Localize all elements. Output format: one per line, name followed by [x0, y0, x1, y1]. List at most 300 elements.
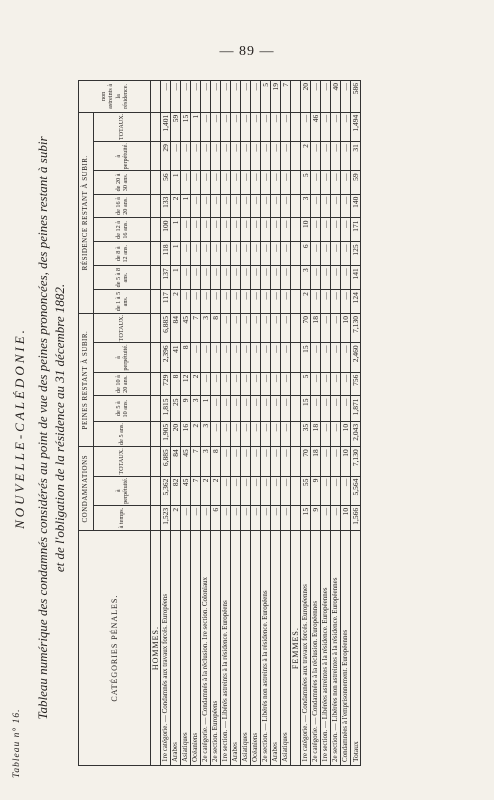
value-cell: —: [281, 142, 291, 171]
value-cell: 2,043: [351, 421, 361, 446]
empty-cell: [151, 476, 161, 505]
value-cell: —: [281, 266, 291, 290]
value-cell: —: [271, 171, 281, 194]
value-cell: —: [271, 142, 281, 171]
row-label: Asiatiques: [241, 531, 251, 766]
value-cell: 6,885: [161, 313, 171, 342]
value-cell: —: [341, 343, 351, 372]
value-cell: 70: [301, 447, 311, 476]
region-title: NOUVELLE-CALÉDONIE.: [12, 327, 27, 529]
value-cell: —: [231, 266, 241, 290]
value-cell: —: [231, 447, 241, 476]
col-header: à temps.: [94, 505, 151, 530]
row-label: Asiatiques: [181, 531, 191, 766]
value-cell: —: [211, 142, 221, 171]
value-cell: 3: [301, 266, 311, 290]
table-row: [191, 81, 201, 766]
value-cell: 1: [191, 112, 201, 141]
value-cell: —: [281, 476, 291, 505]
empty-cell: [151, 242, 161, 266]
value-cell: 1: [201, 396, 211, 421]
col-header: de 5 à 10 ans.: [94, 396, 151, 421]
empty-cell: [291, 112, 301, 141]
value-cell: —: [341, 372, 351, 396]
value-cell: 1: [181, 194, 191, 218]
value-cell: 15: [301, 505, 311, 530]
value-cell: —: [321, 242, 331, 266]
empty-cell: [151, 112, 161, 141]
table-row: [341, 81, 351, 766]
value-cell: —: [241, 372, 251, 396]
value-cell: 18: [311, 447, 321, 476]
col-header: à perpétuité.: [94, 343, 151, 372]
value-cell: —: [191, 81, 201, 113]
value-cell: —: [341, 112, 351, 141]
table-row: [161, 81, 171, 766]
empty-cell: [291, 194, 301, 218]
empty-cell: [151, 372, 161, 396]
value-cell: —: [241, 142, 251, 171]
value-cell: —: [281, 242, 291, 266]
row-label: 2e section. Européens: [211, 531, 221, 766]
empty-cell: [291, 396, 301, 421]
empty-cell: [291, 343, 301, 372]
value-cell: 6: [301, 242, 311, 266]
value-cell: —: [331, 476, 341, 505]
value-cell: —: [241, 194, 251, 218]
value-cell: 1,523: [161, 505, 171, 530]
value-cell: —: [331, 421, 341, 446]
value-cell: —: [201, 81, 211, 113]
row-label: 2e catégorie. — Condamnées à la réclusion. Européennes: [311, 531, 321, 766]
value-cell: —: [221, 194, 231, 218]
empty-cell: [291, 476, 301, 505]
empty-cell: [291, 81, 301, 113]
value-cell: —: [191, 343, 201, 372]
value-cell: —: [261, 343, 271, 372]
value-cell: 1,815: [161, 396, 171, 421]
col-header: à perpétuité.: [94, 142, 151, 171]
value-cell: —: [221, 171, 231, 194]
value-cell: —: [251, 421, 261, 446]
value-cell: —: [201, 266, 211, 290]
value-cell: —: [251, 171, 261, 194]
value-cell: —: [241, 505, 251, 530]
value-cell: 1,871: [351, 396, 361, 421]
value-cell: —: [321, 505, 331, 530]
table-row: [281, 81, 291, 766]
col-header: de 8 à 12 ans.: [94, 242, 151, 266]
col-header: TOTAUX.: [94, 112, 151, 141]
value-cell: 1: [171, 266, 181, 290]
value-cell: —: [251, 372, 261, 396]
value-cell: —: [271, 447, 281, 476]
value-cell: —: [331, 266, 341, 290]
value-cell: —: [221, 396, 231, 421]
value-cell: —: [241, 313, 251, 342]
value-cell: —: [311, 290, 321, 314]
value-cell: 10: [341, 447, 351, 476]
row-label: 1re section. — Libérés astreints à la résidence. Européens: [221, 531, 231, 766]
empty-cell: [151, 421, 161, 446]
value-cell: —: [341, 81, 351, 113]
value-cell: —: [181, 266, 191, 290]
value-cell: —: [181, 142, 191, 171]
value-cell: —: [281, 372, 291, 396]
value-cell: 84: [171, 447, 181, 476]
value-cell: 1,905: [161, 421, 171, 446]
value-cell: —: [331, 396, 341, 421]
value-cell: —: [221, 81, 231, 113]
value-cell: —: [201, 372, 211, 396]
value-cell: 2: [191, 421, 201, 446]
value-cell: 1,494: [351, 112, 361, 141]
value-cell: —: [331, 171, 341, 194]
empty-cell: [291, 218, 301, 242]
value-cell: —: [181, 218, 191, 242]
value-cell: 141: [351, 266, 361, 290]
value-cell: 1,566: [351, 505, 361, 530]
value-cell: —: [191, 171, 201, 194]
value-cell: —: [261, 372, 271, 396]
row-label: Arabes: [271, 531, 281, 766]
value-cell: —: [201, 112, 211, 141]
empty-cell: [151, 505, 161, 530]
value-cell: 586: [351, 81, 361, 113]
value-cell: —: [311, 242, 321, 266]
value-cell: —: [201, 194, 211, 218]
row-label: Océaniens: [251, 531, 261, 766]
value-cell: —: [251, 112, 261, 141]
value-cell: 5,564: [351, 476, 361, 505]
value-cell: —: [271, 343, 281, 372]
value-cell: —: [281, 343, 291, 372]
value-cell: 3: [191, 396, 201, 421]
value-cell: —: [261, 194, 271, 218]
value-cell: —: [341, 171, 351, 194]
value-cell: —: [271, 476, 281, 505]
value-cell: 3: [201, 447, 211, 476]
totals-row: [351, 81, 361, 766]
value-cell: 6,885: [161, 447, 171, 476]
value-cell: —: [221, 447, 231, 476]
value-cell: 20: [171, 421, 181, 446]
value-cell: —: [341, 218, 351, 242]
table-row: [321, 81, 331, 766]
col-header: de 16 à 20 ans.: [94, 194, 151, 218]
value-cell: 2: [301, 142, 311, 171]
value-cell: 1,401: [161, 112, 171, 141]
value-cell: —: [321, 396, 331, 421]
value-cell: 5,362: [161, 476, 171, 505]
value-cell: —: [221, 112, 231, 141]
value-cell: —: [181, 290, 191, 314]
value-cell: —: [221, 142, 231, 171]
value-cell: —: [231, 343, 241, 372]
empty-cell: [151, 218, 161, 242]
value-cell: —: [251, 396, 261, 421]
value-cell: 56: [161, 171, 171, 194]
subtitle-line-2: et de l'obligation de la résidence au 31 décembre 1882.: [52, 283, 67, 573]
value-cell: —: [261, 313, 271, 342]
value-cell: —: [171, 81, 181, 113]
value-cell: —: [251, 218, 261, 242]
value-cell: 118: [161, 242, 171, 266]
value-cell: 3: [301, 194, 311, 218]
value-cell: —: [181, 242, 191, 266]
residence-group-header: RÉSIDENCE RESTANT À SUBIR.: [79, 112, 94, 313]
value-cell: —: [201, 171, 211, 194]
table-row: [171, 81, 181, 766]
value-cell: —: [181, 171, 191, 194]
value-cell: 12: [181, 372, 191, 396]
table-row: [231, 81, 241, 766]
value-cell: —: [311, 372, 321, 396]
value-cell: —: [261, 171, 271, 194]
value-cell: —: [241, 242, 251, 266]
value-cell: —: [231, 421, 241, 446]
table-row: [301, 81, 311, 766]
value-cell: 2: [301, 290, 311, 314]
value-cell: —: [341, 266, 351, 290]
value-cell: —: [231, 142, 241, 171]
value-cell: —: [251, 142, 261, 171]
value-cell: 25: [171, 396, 181, 421]
value-cell: 8: [171, 372, 181, 396]
value-cell: —: [321, 290, 331, 314]
value-cell: —: [241, 447, 251, 476]
value-cell: —: [241, 396, 251, 421]
col-header: à perpétuité.: [94, 476, 151, 505]
value-cell: —: [211, 290, 221, 314]
value-cell: 117: [161, 290, 171, 314]
table-row: [271, 81, 281, 766]
value-cell: 133: [161, 194, 171, 218]
table-row: [331, 81, 341, 766]
value-cell: 5: [261, 81, 271, 113]
value-cell: 5: [301, 171, 311, 194]
value-cell: —: [251, 476, 261, 505]
value-cell: —: [241, 81, 251, 113]
value-cell: 45: [181, 476, 191, 505]
row-label: 2e section. — Libérées non astreintes à la résidence. Européennes: [331, 531, 341, 766]
value-cell: —: [321, 313, 331, 342]
value-cell: 2: [211, 476, 221, 505]
value-cell: 137: [161, 266, 171, 290]
value-cell: —: [191, 290, 201, 314]
value-cell: —: [261, 242, 271, 266]
empty-cell: [151, 396, 161, 421]
peines-group-header: PEINES RESTANT À SUBIR.: [79, 313, 94, 446]
value-cell: —: [161, 81, 171, 113]
table-row: [181, 81, 191, 766]
value-cell: 1: [171, 218, 181, 242]
row-label: Condamnées à l'emprisonnement. Européennes: [341, 531, 351, 766]
empty-cell: [151, 81, 161, 113]
value-cell: —: [261, 396, 271, 421]
value-cell: 7,130: [351, 313, 361, 342]
value-cell: 2,460: [351, 343, 361, 372]
value-cell: —: [221, 421, 231, 446]
value-cell: —: [251, 447, 261, 476]
value-cell: —: [241, 266, 251, 290]
col-header: TOTAUX.: [94, 313, 151, 342]
value-cell: —: [321, 218, 331, 242]
value-cell: —: [331, 313, 341, 342]
row-label: Arabes: [171, 531, 181, 766]
value-cell: —: [331, 142, 341, 171]
value-cell: —: [241, 290, 251, 314]
value-cell: —: [271, 218, 281, 242]
value-cell: 3: [201, 313, 211, 342]
col-header-non-astreints: non astreints à la résidence.: [79, 81, 151, 113]
value-cell: —: [231, 476, 241, 505]
value-cell: —: [321, 447, 331, 476]
empty-cell: [151, 343, 161, 372]
value-cell: —: [181, 505, 191, 530]
value-cell: —: [331, 290, 341, 314]
value-cell: —: [211, 343, 221, 372]
rotated-table-page: [12, 78, 482, 778]
value-cell: 15: [301, 396, 311, 421]
section-femmes-label: FEMMES.: [291, 531, 301, 766]
value-cell: —: [251, 81, 261, 113]
value-cell: —: [271, 112, 281, 141]
value-cell: —: [311, 343, 321, 372]
value-cell: —: [231, 81, 241, 113]
value-cell: —: [321, 194, 331, 218]
table-row: [251, 81, 261, 766]
empty-cell: [291, 242, 301, 266]
empty-cell: [151, 194, 161, 218]
value-cell: —: [211, 171, 221, 194]
value-cell: 19: [271, 81, 281, 113]
value-cell: —: [341, 290, 351, 314]
value-cell: 40: [331, 81, 341, 113]
value-cell: —: [271, 372, 281, 396]
value-cell: 2,396: [161, 343, 171, 372]
value-cell: —: [201, 218, 211, 242]
value-cell: —: [311, 218, 321, 242]
value-cell: 84: [171, 313, 181, 342]
value-cell: 9: [311, 476, 321, 505]
value-cell: 59: [351, 171, 361, 194]
value-cell: —: [341, 242, 351, 266]
table-row: [201, 81, 211, 766]
value-cell: —: [191, 142, 201, 171]
row-label: 2e catégorie. — Condamnés à la réclusion. 1re section. Coloniaux: [201, 531, 211, 766]
value-cell: —: [221, 242, 231, 266]
tableau-label: Tableau n° 16.: [12, 708, 22, 778]
value-cell: —: [271, 194, 281, 218]
value-cell: —: [211, 266, 221, 290]
empty-cell: [291, 421, 301, 446]
value-cell: —: [281, 171, 291, 194]
empty-cell: [291, 505, 301, 530]
value-cell: —: [191, 505, 201, 530]
value-cell: 140: [351, 194, 361, 218]
value-cell: —: [341, 396, 351, 421]
empty-cell: [151, 290, 161, 314]
value-cell: —: [221, 290, 231, 314]
row-label: Arabes: [231, 531, 241, 766]
value-cell: —: [311, 171, 321, 194]
statistics-table: [78, 80, 361, 766]
row-label: Océaniens: [191, 531, 201, 766]
value-cell: —: [261, 218, 271, 242]
empty-cell: [151, 171, 161, 194]
empty-cell: [151, 142, 161, 171]
value-cell: —: [261, 142, 271, 171]
row-label: 1re section. — Libérées astreintes à la résidence. Européennes: [321, 531, 331, 766]
value-cell: —: [221, 476, 231, 505]
value-cell: 2: [201, 476, 211, 505]
value-cell: —: [261, 290, 271, 314]
value-cell: 125: [351, 242, 361, 266]
value-cell: —: [281, 447, 291, 476]
value-cell: —: [261, 266, 271, 290]
empty-cell: [291, 447, 301, 476]
value-cell: —: [191, 194, 201, 218]
row-label: 2e section. — Libérés non astreints à la résidence. Européens: [261, 531, 271, 766]
value-cell: —: [261, 505, 271, 530]
value-cell: 171: [351, 218, 361, 242]
value-cell: —: [231, 505, 241, 530]
row-label: 1re catégorie. — Condamnées aux travaux forcés. Européennes: [301, 531, 311, 766]
value-cell: —: [201, 343, 211, 372]
condamnations-group-header: CONDAMNATIONS: [79, 447, 94, 531]
value-cell: —: [281, 421, 291, 446]
value-cell: —: [261, 112, 271, 141]
value-cell: —: [201, 242, 211, 266]
value-cell: 7,130: [351, 447, 361, 476]
value-cell: 15: [301, 343, 311, 372]
value-cell: —: [311, 142, 321, 171]
value-cell: —: [201, 505, 211, 530]
value-cell: —: [251, 266, 261, 290]
row-label: Asiatiques: [281, 531, 291, 766]
value-cell: 10: [301, 218, 311, 242]
value-cell: —: [321, 81, 331, 113]
value-cell: —: [251, 343, 261, 372]
value-cell: —: [311, 194, 321, 218]
value-cell: —: [241, 218, 251, 242]
value-cell: —: [321, 171, 331, 194]
value-cell: 45: [181, 447, 191, 476]
table-row: [261, 81, 271, 766]
value-cell: —: [231, 242, 241, 266]
value-cell: —: [231, 218, 241, 242]
empty-cell: [291, 313, 301, 342]
value-cell: —: [311, 396, 321, 421]
value-cell: —: [281, 218, 291, 242]
value-cell: —: [281, 505, 291, 530]
table-row: [211, 81, 221, 766]
empty-cell: [151, 447, 161, 476]
value-cell: —: [211, 194, 221, 218]
value-cell: —: [211, 421, 221, 446]
value-cell: 18: [311, 313, 321, 342]
value-cell: 8: [211, 313, 221, 342]
page-number: — 89 —: [219, 44, 275, 59]
empty-cell: [291, 290, 301, 314]
value-cell: —: [331, 447, 341, 476]
value-cell: 18: [311, 421, 321, 446]
value-cell: —: [331, 112, 341, 141]
col-header: de 1 à 5 ans.: [94, 290, 151, 314]
value-cell: —: [331, 372, 341, 396]
value-cell: —: [281, 290, 291, 314]
